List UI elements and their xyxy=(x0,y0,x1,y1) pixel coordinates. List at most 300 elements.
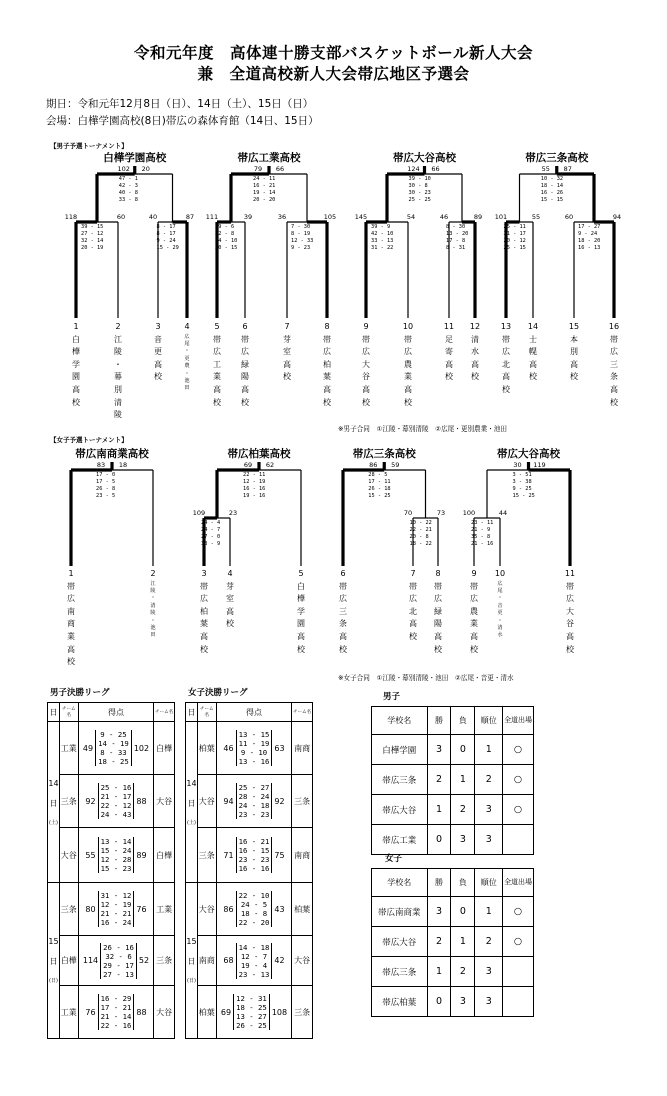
wins: 2 xyxy=(427,927,451,957)
losses: 2 xyxy=(451,957,475,987)
day-number: 15 xyxy=(48,937,59,946)
boys-team-4-char: ・ xyxy=(184,348,190,355)
team-left: 三条 xyxy=(59,775,78,828)
girls-team-8-char: 緑 xyxy=(434,606,442,616)
semi-score-b: 60 xyxy=(116,213,126,221)
day-number: 14 xyxy=(48,778,59,788)
quarter-scores: 14 - 18 12 - 7 19 - 4 23 - 13 xyxy=(236,943,273,979)
league-game-row xyxy=(186,883,313,936)
boys-team-8-char: 柏 xyxy=(323,359,331,369)
girls-team-9-number: 9 xyxy=(471,569,477,578)
semi-quarter-scores: 7 - 30 8 - 19 12 - 33 9 - 23 xyxy=(291,224,314,252)
girls-team-6-char: 条 xyxy=(339,619,347,629)
standings-row xyxy=(372,735,534,765)
girls-team-10-char: 広 xyxy=(497,580,503,587)
standings-header: 全道出場 xyxy=(503,707,534,735)
girls-team-7 xyxy=(406,568,420,644)
girls-team-2-char: 田 xyxy=(150,632,156,639)
score-right: 75 xyxy=(274,850,285,860)
losses: 1 xyxy=(451,765,475,795)
girls-team-10-char: 更 xyxy=(497,610,503,617)
all-hokkaido-mark xyxy=(503,825,534,855)
boys-team-14-char: 幌 xyxy=(529,347,537,357)
score-cell xyxy=(78,883,154,936)
score-wrap xyxy=(79,891,154,927)
girls-team-6-char: 校 xyxy=(339,644,347,654)
girls-tournament-heading: 【女子予選トーナメント】 xyxy=(50,436,128,444)
boys-standings-table xyxy=(371,706,534,855)
boys-team-5-char: 校 xyxy=(213,397,221,407)
boys-team-6-char: 陽 xyxy=(241,372,249,382)
girls-team-11-number: 11 xyxy=(564,569,576,578)
boys-team-1-char: 学 xyxy=(72,359,80,369)
score-left: 114 xyxy=(82,956,99,965)
girls-team-11-char: 高 xyxy=(566,631,574,641)
bracket-winner-1: 白樺学園高校 xyxy=(103,152,167,164)
standings-row xyxy=(372,795,534,825)
wins: 2 xyxy=(427,765,451,795)
quarter-scores: 22 - 10 24 - 5 18 - 8 22 - 20 xyxy=(236,891,273,927)
girls-team-1-char: 広 xyxy=(67,594,75,604)
boys-team-12-char: 校 xyxy=(471,372,479,382)
score-cell xyxy=(216,828,292,883)
boys-team-1-number: 1 xyxy=(73,322,79,331)
score-cell xyxy=(216,722,292,775)
boys-team-9-char: 帯 xyxy=(362,334,370,344)
semi-score-b: 87 xyxy=(185,213,195,221)
score-right: 88 xyxy=(136,1007,147,1017)
boys-team-5-char: 帯 xyxy=(213,334,221,344)
girls-note: ※女子合同 ①江陵・幕別清陵・池田 ②広尾・音更・清水 xyxy=(338,674,514,682)
all-hokkaido-mark: ○ xyxy=(503,735,534,765)
league-game-row xyxy=(186,986,313,1039)
girls-team-1 xyxy=(64,568,78,669)
boys-team-3-char: 更 xyxy=(154,347,162,357)
boys-team-11-char: 高 xyxy=(445,359,453,369)
semi-score-a: 111 xyxy=(205,213,219,221)
wins: 3 xyxy=(427,897,451,927)
girls-team-10-char: ・ xyxy=(497,617,503,624)
girls-team-4-char: 高 xyxy=(226,606,234,616)
semi-score-b: 73 xyxy=(436,509,446,517)
bracket-winner-2: 帯広工業高校 xyxy=(237,152,301,164)
score-wrap xyxy=(217,783,292,819)
girls-team-7-char: 校 xyxy=(409,631,417,641)
boys-team-6-char: 帯 xyxy=(241,334,249,344)
semi-score-a: 145 xyxy=(354,213,368,221)
girls-team-2 xyxy=(146,568,160,640)
boys-team-10-char: 業 xyxy=(404,372,412,382)
semi-score-a: 70 xyxy=(403,509,413,517)
semi-score-b: 23 xyxy=(228,509,238,517)
team-left: 白樺 xyxy=(59,936,78,986)
team-right: 大谷 xyxy=(292,936,313,986)
day-suffix: 日 xyxy=(49,798,58,808)
semi-quarter-scores: 39 - 9 42 - 10 33 - 13 31 - 22 xyxy=(371,224,394,252)
girls-team-8-char: 陽 xyxy=(434,619,442,629)
standings-header: 負 xyxy=(451,869,475,897)
stb-grid xyxy=(371,706,534,855)
girls-team-9-char: 帯 xyxy=(470,581,478,591)
boys-team-2-char: 陵 xyxy=(114,347,122,357)
boys-team-5-char: 工 xyxy=(213,359,221,369)
girls-team-2-number: 2 xyxy=(150,569,156,578)
score-right: 76 xyxy=(136,904,147,914)
rank: 3 xyxy=(475,987,503,1017)
semi-quarter-scores: 23 - 11 21 - 9 35 - 8 21 - 16 xyxy=(471,520,494,548)
girls-team-10-number: 10 xyxy=(494,569,506,578)
header-team: チーム名 xyxy=(197,703,216,722)
score-cell xyxy=(216,883,292,936)
boys-team-13-char: 校 xyxy=(502,384,510,394)
day-weekday: (日) xyxy=(49,978,58,984)
boys-team-8-char: 校 xyxy=(323,397,331,407)
boys-team-13-char: 高 xyxy=(502,372,510,382)
standings-row xyxy=(372,987,534,1017)
semi-score-b: 39 xyxy=(243,213,253,221)
girls-team-6-char: 高 xyxy=(339,631,347,641)
quarter-scores: 26 - 16 32 - 6 29 - 17 27 - 13 xyxy=(100,943,137,979)
league-game-row xyxy=(186,722,313,775)
school-name: 白樺学園 xyxy=(372,735,428,765)
rank: 3 xyxy=(475,957,503,987)
girls-team-4-char: 校 xyxy=(226,619,234,629)
score-left: 68 xyxy=(223,956,234,965)
wins: 1 xyxy=(427,957,451,987)
girls-team-5-char: 樺 xyxy=(297,594,305,604)
girls-winner-3: 帯広三条高校 xyxy=(352,448,416,460)
semi-score-a: 100 xyxy=(462,509,476,517)
score-cell xyxy=(216,986,292,1039)
all-hokkaido-mark: ○ xyxy=(503,765,534,795)
day-suffix: 日 xyxy=(49,957,58,966)
title-line-1: 令和元年度 高体連十勝支部バスケットボール新人大会 xyxy=(134,44,533,62)
boys-team-1-char: 高 xyxy=(72,384,80,394)
girls-team-5-char: 白 xyxy=(297,581,305,591)
score-right: 88 xyxy=(136,796,147,806)
school-name: 帯広工業 xyxy=(372,825,428,855)
girls-team-1-char: 業 xyxy=(67,631,75,641)
boys-team-1-char: 樺 xyxy=(72,347,80,357)
semi-quarter-scores: 8 - 17 8 - 17 9 - 24 15 - 29 xyxy=(156,224,179,252)
girls-team-11-char: 広 xyxy=(566,594,574,604)
semi-score-a: 118 xyxy=(64,213,78,221)
quarter-scores: 31 - 12 12 - 19 21 - 21 16 - 24 xyxy=(98,891,135,927)
semi-quarter-scores: 39 - 15 27 - 12 32 - 14 20 - 19 xyxy=(81,224,104,252)
girls-team-3-number: 3 xyxy=(201,569,207,578)
losses: 1 xyxy=(451,927,475,957)
day-weekday: (土) xyxy=(49,819,58,826)
boys-team-10-number: 10 xyxy=(402,322,414,331)
wins: 0 xyxy=(427,987,451,1017)
score-left: 69 xyxy=(220,1007,232,1017)
boys-team-8-char: 帯 xyxy=(323,334,331,344)
team-left: 大谷 xyxy=(197,775,216,828)
girls-team-10 xyxy=(493,568,507,640)
boys-team-7-char: 校 xyxy=(283,372,291,382)
team-right: 三条 xyxy=(154,936,175,986)
boys-team-3-char: 高 xyxy=(154,359,162,369)
lgb-grid xyxy=(47,702,175,1039)
losses: 0 xyxy=(451,897,475,927)
girls-team-5-char: 校 xyxy=(297,644,305,654)
score-wrap xyxy=(79,994,154,1030)
quarter-scores: 25 - 27 28 - 24 24 - 18 23 - 23 xyxy=(236,783,273,819)
score-cell xyxy=(78,936,154,986)
day-cell xyxy=(48,722,60,883)
boys-team-15-char: 校 xyxy=(570,372,578,382)
score-left: 55 xyxy=(85,850,96,860)
boys-team-14-char: 高 xyxy=(529,359,537,369)
girls-team-10-char: ・ xyxy=(497,595,503,602)
boys-team-2-char: 陵 xyxy=(114,410,122,420)
girls-team-11-char: 校 xyxy=(566,644,574,654)
final-score-a: 83 xyxy=(96,461,106,469)
boys-team-13-char: 帯 xyxy=(502,334,510,344)
score-left: 49 xyxy=(82,743,94,753)
quarter-scores: 13 - 15 11 - 19 9 - 10 13 - 16 xyxy=(236,730,273,766)
girls-team-4-char: 芽 xyxy=(226,581,234,591)
score-wrap xyxy=(79,837,154,873)
girls-winner-4: 帯広大谷高校 xyxy=(497,448,560,460)
boys-team-6-char: 広 xyxy=(241,347,249,357)
girls-team-2-char: 江 xyxy=(150,580,156,587)
boys-team-1-char: 校 xyxy=(72,397,80,407)
lgg-grid xyxy=(185,702,313,1039)
league-game-row xyxy=(48,883,175,936)
league-game-row xyxy=(48,722,175,775)
standings-row xyxy=(372,825,534,855)
rank: 2 xyxy=(475,765,503,795)
girls-team-3-char: 葉 xyxy=(200,619,208,629)
score-cell xyxy=(216,775,292,828)
team-right: 大谷 xyxy=(154,986,175,1039)
girls-team-1-char: 商 xyxy=(67,619,75,629)
title-line-2: 兼 全道高校新人大会帯広地区予選会 xyxy=(197,65,470,83)
team-right: 白樺 xyxy=(154,828,175,883)
header-score: 得点 xyxy=(216,703,292,722)
school-name: 帯広三条 xyxy=(372,765,428,795)
header-day: 日 xyxy=(48,703,60,722)
boys-team-8-number: 8 xyxy=(324,322,330,331)
final-score-a: 86 xyxy=(369,461,378,469)
standings-row xyxy=(372,927,534,957)
standings-header: 勝 xyxy=(427,869,451,897)
semi-score-b: 55 xyxy=(531,213,541,221)
boys-team-4-char: 更 xyxy=(184,355,190,362)
standings-header: 学校名 xyxy=(372,707,428,735)
boys-team-2-char: ・ xyxy=(114,359,122,369)
boys-team-4-char: 尾 xyxy=(184,341,190,347)
girls-team-10-char: 水 xyxy=(497,632,503,639)
final-score-b: 119 xyxy=(533,461,546,469)
boys-team-5-char: 高 xyxy=(213,384,221,394)
boys-team-1-char: 園 xyxy=(72,372,80,382)
boys-team-16-char: 三 xyxy=(610,359,618,369)
boys-team-14-number: 14 xyxy=(527,322,539,331)
rank: 1 xyxy=(475,735,503,765)
girls-team-2-char: 池 xyxy=(150,625,156,632)
standings-header: 勝 xyxy=(427,707,451,735)
boys-team-7-char: 芽 xyxy=(283,334,291,344)
boys-team-4-char: 池 xyxy=(184,378,190,385)
boys-team-10-char: 帯 xyxy=(404,334,412,344)
boys-team-16-char: 校 xyxy=(610,397,618,407)
rank: 2 xyxy=(475,927,503,957)
final-score-b: 66 xyxy=(275,165,285,173)
boys-team-7-number: 7 xyxy=(284,322,290,331)
girls-team-7-char: 北 xyxy=(409,606,417,616)
league-game-row xyxy=(48,828,175,883)
girls-team-8-number: 8 xyxy=(435,569,441,578)
semi-quarter-scores: 17 - 27 9 - 24 18 - 20 16 - 13 xyxy=(578,224,601,252)
boys-team-4-char: ・ xyxy=(184,370,190,377)
girls-standings-title: 女子 xyxy=(385,854,403,864)
boys-team-3-char: 校 xyxy=(154,372,162,382)
score-left: 71 xyxy=(223,850,234,860)
semi-quarter-scores: 25 - 11 31 - 17 20 - 12 25 - 15 xyxy=(503,224,526,252)
team-left: 大谷 xyxy=(197,883,216,936)
girls-team-9-char: 高 xyxy=(470,631,478,641)
semi-score-b: 105 xyxy=(323,213,337,221)
boys-team-13-number: 13 xyxy=(500,322,512,331)
day-cell xyxy=(186,722,198,883)
school-name: 帯広南商業 xyxy=(372,897,428,927)
boys-team-12-char: 高 xyxy=(471,359,479,369)
final-score-a: 55 xyxy=(541,165,550,173)
quarter-scores: 12 - 31 18 - 25 13 - 27 26 - 25 xyxy=(233,994,270,1030)
semi-quarter-scores: 8 - 30 13 - 20 17 - 8 8 - 31 xyxy=(446,224,469,252)
rank: 3 xyxy=(475,825,503,855)
boys-team-16-char: 広 xyxy=(610,347,618,357)
all-hokkaido-mark: ○ xyxy=(503,795,534,825)
standings-row xyxy=(372,765,534,795)
quarter-scores: 16 - 21 16 - 15 23 - 23 16 - 16 xyxy=(236,837,273,873)
girls-team-8-char: 高 xyxy=(434,631,442,641)
semi-quarter-scores: 24 - 4 24 - 7 27 - 0 33 - 9 xyxy=(201,520,221,548)
final-quarter-scores: 28 - 5 17 - 11 26 - 18 15 - 25 xyxy=(368,472,391,500)
league-game-row xyxy=(48,775,175,828)
score-right: 43 xyxy=(274,904,285,914)
girls-team-5 xyxy=(294,568,308,656)
semi-score-a: 40 xyxy=(148,213,158,221)
standings-header: 順位 xyxy=(475,707,503,735)
girls-team-2-char: 清 xyxy=(150,602,156,609)
boys-team-11-char: 寄 xyxy=(445,347,453,357)
final-score-a: 124 xyxy=(407,165,420,173)
girls-team-6 xyxy=(336,568,350,656)
girls-team-6-number: 6 xyxy=(340,569,346,578)
standings-header: 学校名 xyxy=(372,869,428,897)
boys-team-2-char: 江 xyxy=(114,334,122,344)
boys-league-table xyxy=(47,702,175,1039)
team-left: 柏葉 xyxy=(197,722,216,775)
girls-team-9-char: 農 xyxy=(470,606,478,616)
score-left: 92 xyxy=(85,796,96,806)
boys-team-16-number: 16 xyxy=(608,322,620,331)
score-right: 89 xyxy=(136,850,147,860)
girls-team-10-char: 尾 xyxy=(497,588,503,594)
boys-team-11-char: 足 xyxy=(445,334,453,344)
score-wrap xyxy=(217,837,292,873)
semi-score-b: 94 xyxy=(612,213,622,221)
day-weekday: (土) xyxy=(187,819,196,826)
standings-header: 負 xyxy=(451,707,475,735)
league-game-row xyxy=(48,986,175,1039)
boys-team-4-char: 農 xyxy=(184,363,190,370)
league-game-row xyxy=(186,775,313,828)
girls-team-5-char: 高 xyxy=(297,631,305,641)
girls-team-8 xyxy=(431,568,445,656)
standings-header-row xyxy=(372,869,534,897)
boys-team-1-char: 白 xyxy=(72,334,80,344)
league-game-row xyxy=(186,936,313,986)
boys-team-6-char: 緑 xyxy=(241,359,249,369)
girls-team-8-char: 帯 xyxy=(434,581,442,591)
team-left: 三条 xyxy=(59,883,78,936)
boys-team-9-char: 大 xyxy=(362,359,370,369)
team-left: 工業 xyxy=(59,986,78,1039)
quarter-scores: 9 - 25 14 - 19 8 - 33 18 - 25 xyxy=(95,730,132,766)
losses: 3 xyxy=(451,825,475,855)
boys-team-2-char: 別 xyxy=(114,384,122,394)
day-number: 15 xyxy=(186,937,197,946)
girls-team-11 xyxy=(563,568,577,656)
team-right: 工業 xyxy=(154,883,175,936)
score-wrap xyxy=(217,943,292,979)
boys-team-14-char: 校 xyxy=(529,372,537,382)
team-right: 三条 xyxy=(292,986,313,1039)
score-left: 80 xyxy=(85,904,96,914)
league-header-row xyxy=(48,703,175,722)
team-left: 南商 xyxy=(197,936,216,986)
final-score-b: 66 xyxy=(431,165,440,173)
header-team: チーム名 xyxy=(154,703,175,722)
boys-team-16-char: 条 xyxy=(610,372,618,382)
all-hokkaido-mark xyxy=(503,987,534,1017)
boys-team-4-char: 広 xyxy=(184,333,190,340)
boys-team-11-char: 校 xyxy=(445,372,453,382)
score-right: 102 xyxy=(133,743,150,753)
semi-quarter-scores: 10 - 22 22 - 21 20 - 8 18 - 22 xyxy=(409,520,432,548)
final-quarter-scores: 24 - 11 16 - 21 19 - 14 20 - 20 xyxy=(253,176,276,204)
girls-team-6-char: 三 xyxy=(339,606,347,616)
boys-team-13-char: 北 xyxy=(502,359,510,369)
wins: 3 xyxy=(427,735,451,765)
final-quarter-scores: 3 - 51 3 - 38 9 - 25 15 - 25 xyxy=(512,472,535,500)
boys-team-15-char: 本 xyxy=(570,334,578,344)
girls-team-9-char: 業 xyxy=(470,619,478,629)
boys-team-7-char: 室 xyxy=(283,347,291,357)
girls-team-3-char: 帯 xyxy=(200,581,208,591)
all-hokkaido-mark: ○ xyxy=(503,927,534,957)
final-score-a: 69 xyxy=(243,461,253,469)
girls-team-4-number: 4 xyxy=(227,569,233,578)
day-suffix: 日 xyxy=(187,957,196,966)
quarter-scores: 13 - 14 15 - 24 12 - 28 15 - 23 xyxy=(98,837,135,873)
day-number: 14 xyxy=(186,778,197,788)
boys-team-11-number: 11 xyxy=(443,322,455,331)
boys-team-16-char: 高 xyxy=(610,384,618,394)
girls-team-10-char: 清 xyxy=(497,625,503,632)
all-hokkaido-mark xyxy=(503,957,534,987)
quarter-scores: 25 - 16 21 - 17 22 - 12 24 - 43 xyxy=(98,783,135,819)
score-left: 94 xyxy=(223,796,234,806)
semi-score-a: 101 xyxy=(494,213,508,221)
boys-team-4-char: 田 xyxy=(184,385,190,392)
date-line: 期日：令和元年12月8日（日）、14日（土）、15日（日） xyxy=(46,98,314,110)
girls-team-2-char: 陵 xyxy=(150,610,156,617)
